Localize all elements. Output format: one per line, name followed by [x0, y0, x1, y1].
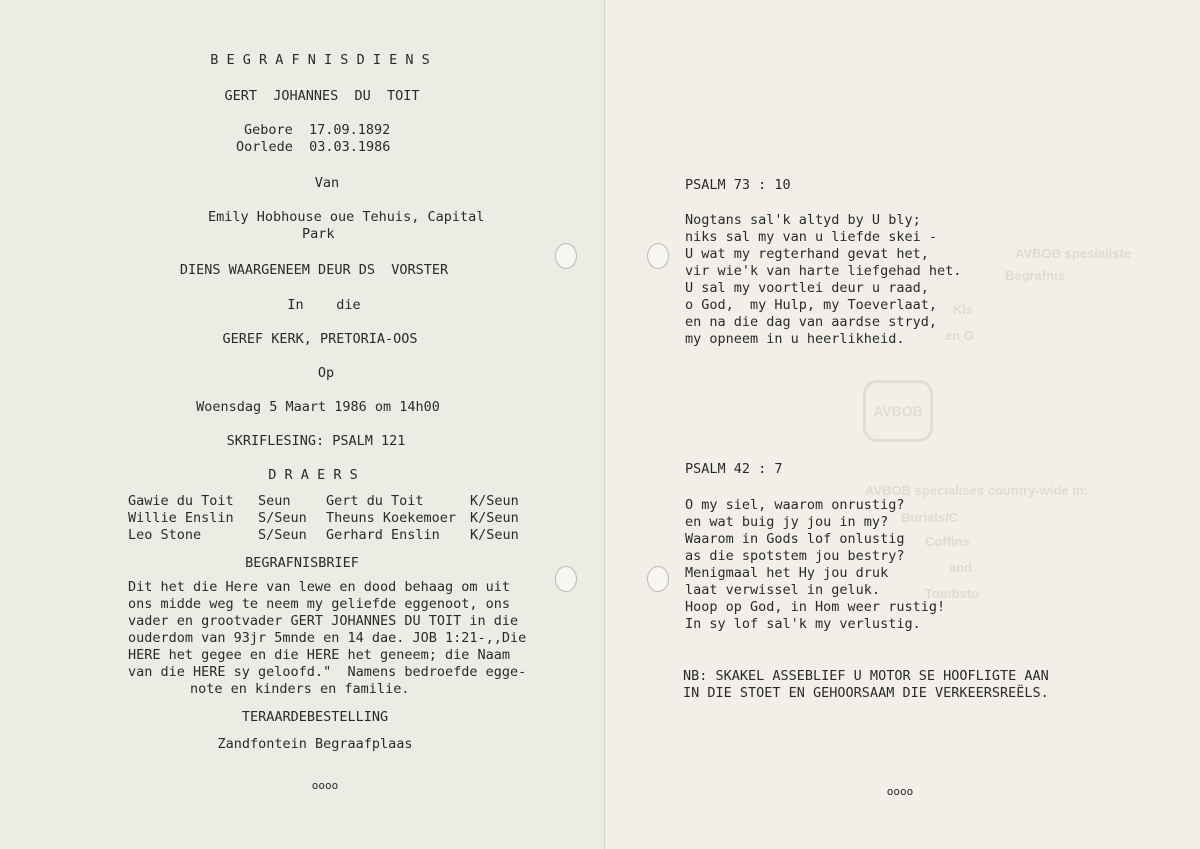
scripture-reading: SKRIFLESING: PSALM 121 — [226, 433, 406, 449]
punch-hole — [555, 566, 577, 592]
place-line-1: Emily Hobhouse oue Tehuis, Capital — [208, 209, 485, 225]
bearer-name: Willie Enslin — [128, 510, 234, 526]
right-footer-ornament: oooo — [886, 785, 914, 798]
letter-line: vader en grootvader GERT JOHANNES DU TOIT in die — [128, 613, 519, 629]
bearer-name: Gert du Toit — [326, 493, 424, 509]
letter-line: Dit het die Here van lewe en dood behaag om uit — [128, 579, 511, 595]
punch-hole — [555, 243, 577, 269]
verse-line: U wat my regterhand gevat het, — [685, 246, 929, 262]
show-through-logo: AVBOB — [863, 380, 933, 442]
verse-line: en na die dag van aardse stryd, — [685, 314, 937, 330]
bearer-relation: K/Seun — [470, 510, 519, 526]
psalm-42-verse — [685, 497, 945, 633]
punch-hole — [647, 243, 669, 269]
bearers-table — [128, 493, 548, 544]
bearer-name: Leo Stone — [128, 527, 202, 543]
funeral-letter — [128, 579, 548, 698]
verse-line: o God, my Hulp, my Toeverlaat, — [685, 297, 937, 313]
church-name: GEREF KERK, PRETORIA-OOS — [222, 331, 418, 347]
letter-line: note en kinders en familie. — [190, 681, 410, 697]
birth-date: Gebore 17.09.1892 — [244, 122, 391, 138]
officiating-minister: DIENS WAARGENEEM DEUR DS VORSTER — [179, 262, 449, 278]
bearer-name: Gawie du Toit — [128, 493, 234, 509]
verse-line: niks sal my van u liefde skei - — [685, 229, 937, 245]
letter-line: ons midde weg te neem my geliefde eggenoot, ons — [128, 596, 511, 612]
verse-line: O my siel, waarom onrustig? — [685, 497, 905, 513]
show-through-text: Coffins — [925, 534, 970, 549]
van-label: Van — [314, 175, 340, 191]
notice-line-1: NB: SKAKEL ASSEBLIEF U MOTOR SE HOOFLIGTE AAN — [683, 668, 1049, 684]
burial-heading: TERAARDEBESTELLING — [241, 709, 389, 725]
verse-line: en wat buig jy jou in my? — [685, 514, 889, 530]
left-footer-ornament: oooo — [311, 779, 339, 792]
table-row — [128, 510, 548, 527]
psalm-73-verse — [685, 212, 961, 348]
show-through-text: Tombsto — [925, 586, 979, 601]
show-through-text: AVBOB spesialiste — [1015, 246, 1132, 261]
in-die-label: In die — [287, 297, 361, 313]
letter-line: HERE het gegee en die HERE het geneem; die Naam — [128, 647, 511, 663]
psalm-42-title: PSALM 42 : 7 — [685, 461, 783, 477]
verse-line: Waarom in Gods lof onlustig — [685, 531, 905, 547]
op-label: Op — [317, 365, 335, 381]
bearers-heading: D R A E R S — [268, 467, 358, 483]
table-row — [128, 493, 548, 510]
bearer-name: Gerhard Enslin — [326, 527, 440, 543]
show-through-text: and — [949, 560, 973, 575]
letter-line: ouderdom van 93jr 5mnde en 14 dae. JOB 1:21-,,Die — [128, 630, 527, 646]
bearer-relation: K/Seun — [470, 527, 519, 543]
verse-line: my opneem in u heerlikheid. — [685, 331, 905, 347]
verse-line: In sy lof sal'k my verlustig. — [685, 616, 921, 632]
place-line-2: Park — [302, 226, 335, 242]
funeral-letter-heading: BEGRAFNISBRIEF — [245, 555, 359, 571]
bearer-relation: S/Seun — [258, 527, 307, 543]
service-datetime: Woensdag 5 Maart 1986 om 14h00 — [196, 399, 440, 415]
table-row — [128, 527, 548, 544]
psalm-73-title: PSALM 73 : 10 — [685, 177, 791, 193]
verse-line: vir wie'k van harte liefgehad het. — [685, 263, 962, 279]
right-page — [604, 0, 1200, 849]
verse-line: laat verwissel in geluk. — [685, 582, 881, 598]
bearer-relation: K/Seun — [470, 493, 519, 509]
bearer-relation: Seun — [258, 493, 291, 509]
bearer-name: Theuns Koekemoer — [326, 510, 457, 526]
cemetery-name: Zandfontein Begraafplaas — [217, 736, 413, 752]
notice-line-2: IN DIE STOET EN GEHOORSAAM DIE VERKEERSREËLS. — [683, 685, 1049, 701]
service-heading: B E G R A F N I S D I E N S — [210, 52, 430, 68]
letter-line: van die HERE sy geloofd." Namens bedroefde egge- — [128, 664, 527, 680]
verse-line: Hoop op God, in Hom weer rustig! — [685, 599, 946, 615]
verse-line: Nogtans sal'k altyd by U bly; — [685, 212, 921, 228]
bearer-relation: S/Seun — [258, 510, 307, 526]
verse-line: as die spotstem jou bestry? — [685, 548, 905, 564]
verse-line: U sal my voortlei deur u raad, — [685, 280, 929, 296]
show-through-text: Begrafnis — [1005, 268, 1065, 283]
verse-line: Menigmaal het Hy jou druk — [685, 565, 889, 581]
show-through-text: Burials/C — [901, 510, 959, 525]
punch-hole — [647, 566, 669, 592]
show-through-text: en G — [945, 328, 974, 343]
death-date: Oorlede 03.03.1986 — [236, 139, 391, 155]
deceased-name: GERT JOHANNES DU TOIT — [224, 88, 420, 104]
show-through-text: AVBOB specialises country-wide in: — [865, 483, 1088, 498]
show-through-text: Kis — [953, 302, 974, 317]
